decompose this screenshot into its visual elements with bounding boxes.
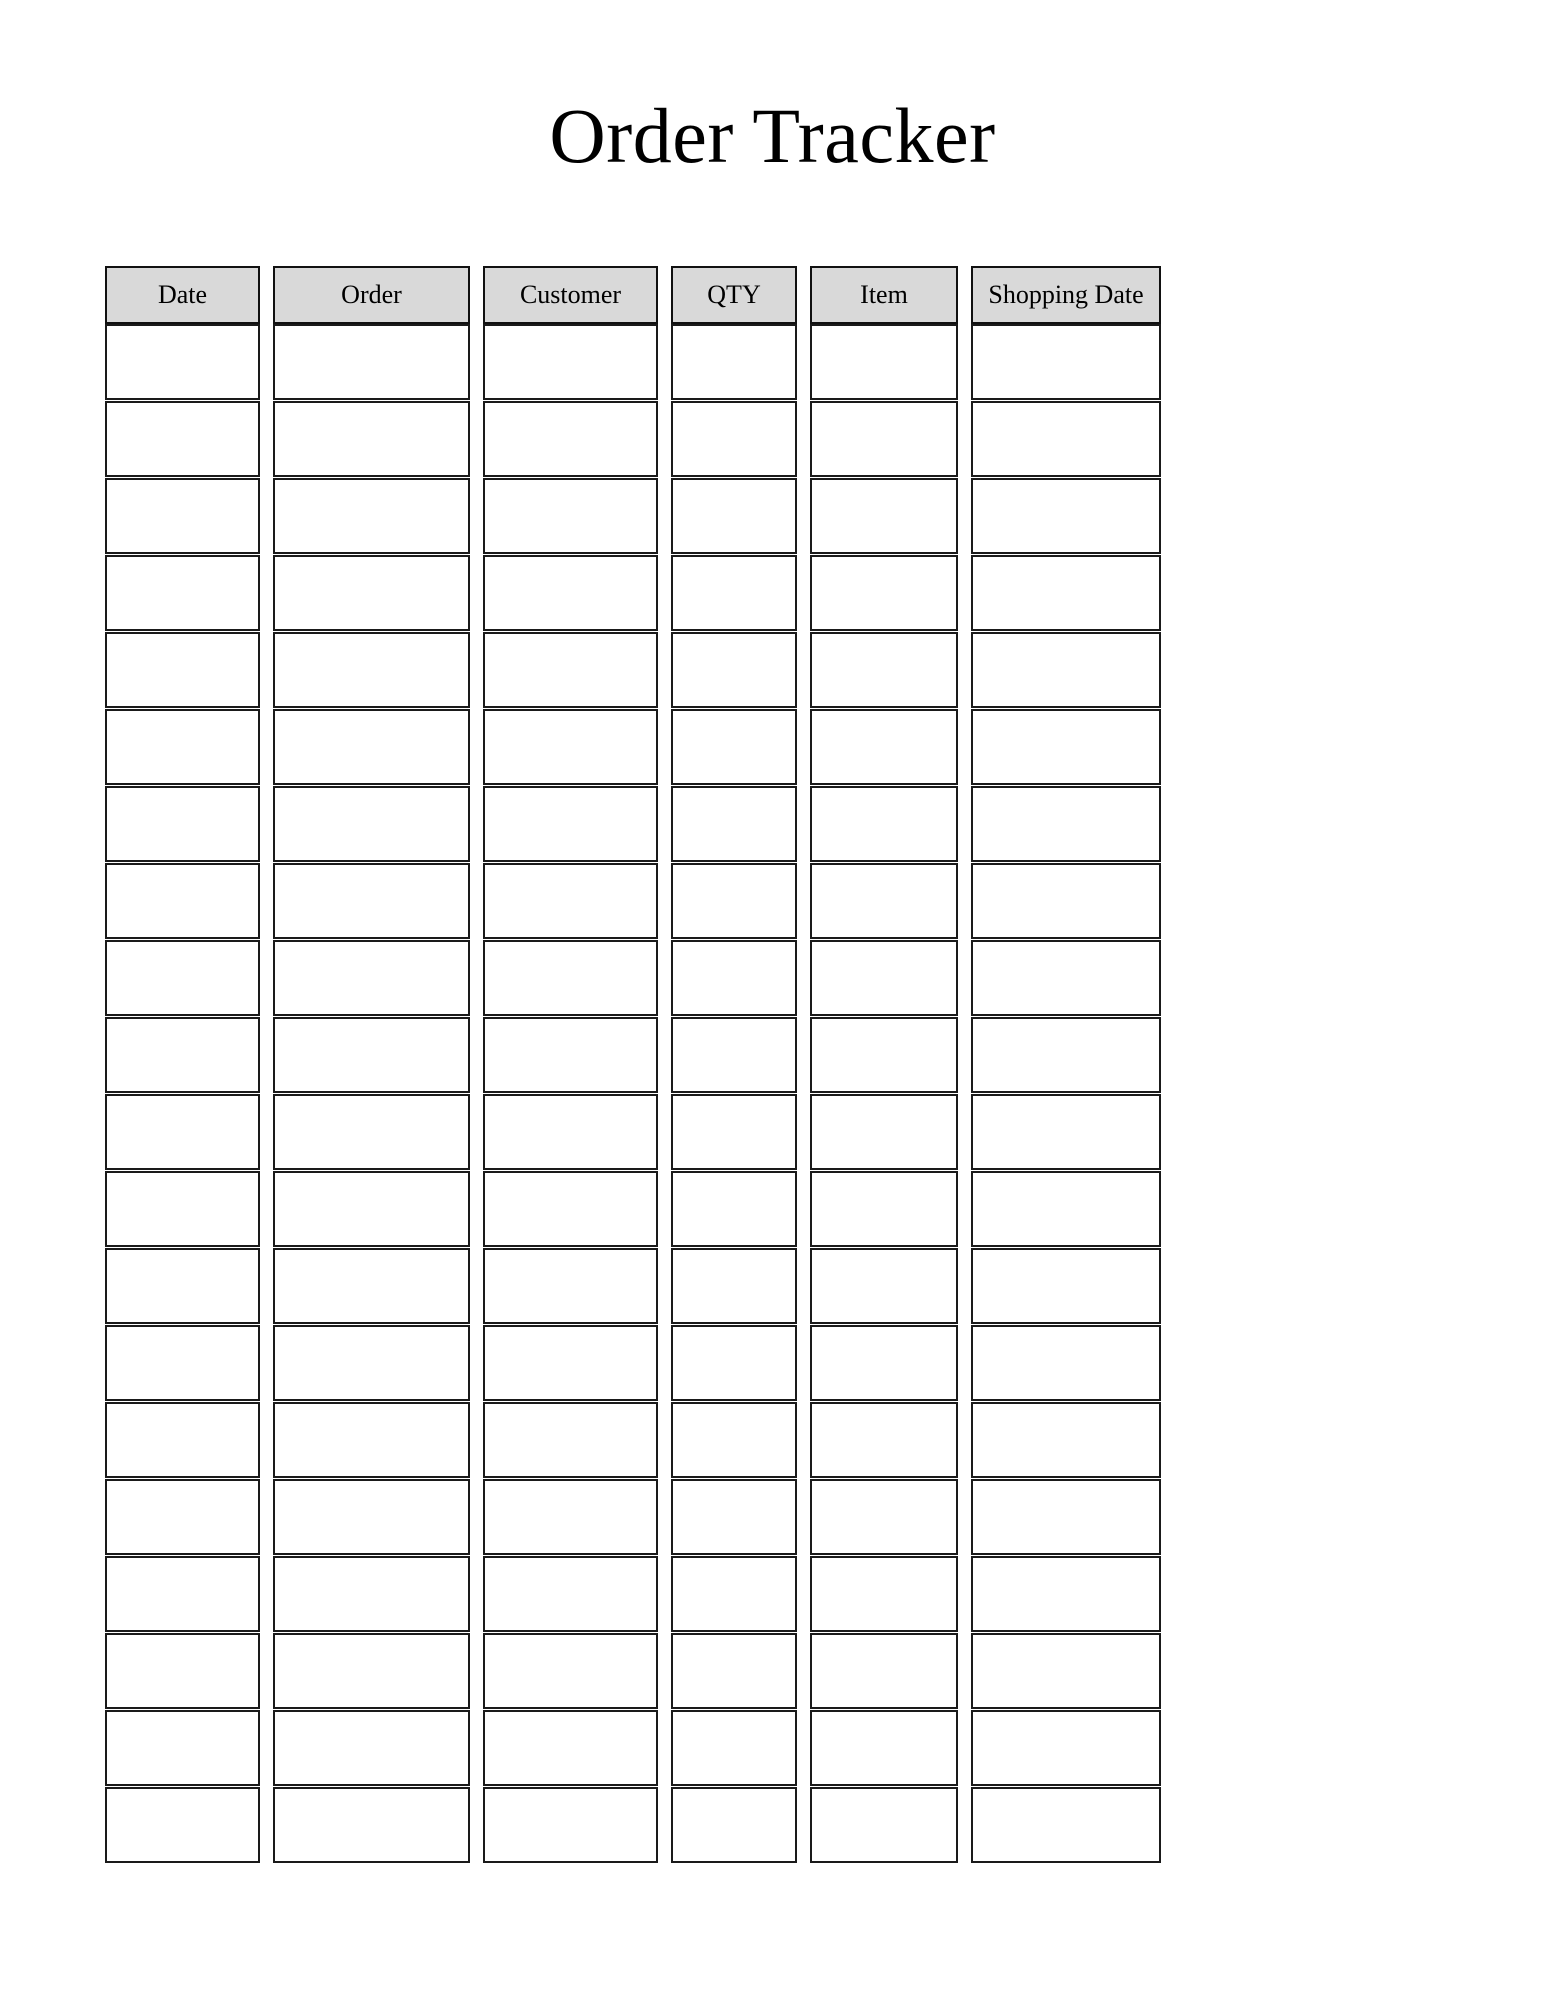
table-cell[interactable]: [273, 1710, 470, 1786]
table-cell[interactable]: [810, 1402, 958, 1478]
table-cell[interactable]: [671, 1633, 797, 1709]
table-cell[interactable]: [971, 940, 1161, 1016]
table-column-customer: [483, 266, 658, 1863]
table-cell[interactable]: [971, 1787, 1161, 1863]
table-cell[interactable]: [105, 1787, 260, 1863]
table-cell[interactable]: [971, 478, 1161, 554]
table-cell[interactable]: [810, 1556, 958, 1632]
table-cell[interactable]: [483, 1479, 658, 1555]
table-cell[interactable]: [105, 1171, 260, 1247]
table-cell[interactable]: [971, 1094, 1161, 1170]
table-cell[interactable]: [105, 324, 260, 400]
table-cell[interactable]: [810, 1787, 958, 1863]
table-cell[interactable]: [971, 1017, 1161, 1093]
table-cell[interactable]: [971, 555, 1161, 631]
table-cell[interactable]: [105, 863, 260, 939]
table-cell[interactable]: [273, 1248, 470, 1324]
table-cell[interactable]: [483, 786, 658, 862]
table-cell[interactable]: [810, 555, 958, 631]
table-cell[interactable]: [483, 1556, 658, 1632]
table-column-shopping_date: [971, 266, 1161, 1863]
table-cell[interactable]: [810, 324, 958, 400]
table-cell[interactable]: [671, 1248, 797, 1324]
table-cell[interactable]: [810, 478, 958, 554]
order-tracker-table: [105, 266, 1441, 1863]
table-cell[interactable]: [273, 940, 470, 1016]
table-cell[interactable]: [810, 709, 958, 785]
table-cell[interactable]: [273, 1633, 470, 1709]
table-cell[interactable]: [273, 1325, 470, 1401]
table-column-date: [105, 266, 260, 1863]
table-column-qty: [671, 266, 797, 1863]
table-cell[interactable]: [273, 1017, 470, 1093]
table-cell[interactable]: [273, 1787, 470, 1863]
table-cell[interactable]: [671, 1325, 797, 1401]
table-cell[interactable]: [273, 478, 470, 554]
table-cell[interactable]: [483, 478, 658, 554]
table-cell[interactable]: [810, 1479, 958, 1555]
table-cell[interactable]: [105, 632, 260, 708]
table-cell[interactable]: [671, 863, 797, 939]
table-column-order: [273, 266, 470, 1863]
table-cell[interactable]: [671, 1171, 797, 1247]
table-cell[interactable]: [273, 709, 470, 785]
table-cell[interactable]: [971, 1633, 1161, 1709]
table-cell[interactable]: [105, 1556, 260, 1632]
table-cell[interactable]: [810, 786, 958, 862]
table-cell[interactable]: [105, 709, 260, 785]
table-cell[interactable]: [483, 324, 658, 400]
table-cell[interactable]: [273, 1402, 470, 1478]
table-cell[interactable]: [483, 1017, 658, 1093]
table-cell[interactable]: [971, 401, 1161, 477]
table-cell[interactable]: [810, 1325, 958, 1401]
table-cell[interactable]: [483, 1787, 658, 1863]
table-cell[interactable]: [105, 786, 260, 862]
table-cell[interactable]: [273, 632, 470, 708]
table-cell[interactable]: [810, 1171, 958, 1247]
table-cell[interactable]: [273, 401, 470, 477]
table-cell[interactable]: [971, 1402, 1161, 1478]
table-column-item: [810, 266, 958, 1863]
table-cell[interactable]: [105, 1094, 260, 1170]
table-cell[interactable]: [671, 324, 797, 400]
table-cell[interactable]: [273, 1171, 470, 1247]
table-cell[interactable]: [971, 1710, 1161, 1786]
table-cell[interactable]: [810, 632, 958, 708]
table-cell[interactable]: [671, 1402, 797, 1478]
table-cell[interactable]: [483, 1325, 658, 1401]
table-cell[interactable]: [971, 1556, 1161, 1632]
table-cell[interactable]: [105, 1402, 260, 1478]
table-cell[interactable]: [671, 1710, 797, 1786]
table-cell[interactable]: [273, 786, 470, 862]
table-cell[interactable]: [105, 940, 260, 1016]
page-title: Order Tracker: [549, 92, 996, 179]
table-cell[interactable]: [671, 632, 797, 708]
table-cell[interactable]: [971, 1171, 1161, 1247]
table-cell[interactable]: [105, 1248, 260, 1324]
table-cell[interactable]: [105, 478, 260, 554]
table-cell[interactable]: [483, 632, 658, 708]
table-cell[interactable]: [483, 1402, 658, 1478]
table-cell[interactable]: [105, 555, 260, 631]
table-cell[interactable]: [105, 1633, 260, 1709]
table-cell[interactable]: [671, 1017, 797, 1093]
table-cell[interactable]: [810, 1094, 958, 1170]
table-cell[interactable]: [971, 1479, 1161, 1555]
table-cell[interactable]: [971, 709, 1161, 785]
table-cell[interactable]: [105, 1479, 260, 1555]
table-cell[interactable]: [273, 863, 470, 939]
table-cell[interactable]: [273, 1479, 470, 1555]
table-cell[interactable]: [483, 555, 658, 631]
table-cell[interactable]: [483, 401, 658, 477]
table-cell[interactable]: [671, 478, 797, 554]
column-header-date[interactable]: Date: [105, 266, 260, 324]
table-cell[interactable]: [671, 709, 797, 785]
table-cell[interactable]: [671, 786, 797, 862]
table-cell[interactable]: [971, 863, 1161, 939]
table-cell[interactable]: [810, 940, 958, 1016]
table-cell[interactable]: [483, 1094, 658, 1170]
table-cell[interactable]: [483, 940, 658, 1016]
column-header-customer[interactable]: Customer: [483, 266, 658, 324]
table-cell[interactable]: [105, 1710, 260, 1786]
table-cell[interactable]: [810, 401, 958, 477]
column-header-order[interactable]: Order: [273, 266, 470, 324]
table-cell[interactable]: [810, 1017, 958, 1093]
table-cell[interactable]: [483, 1710, 658, 1786]
table-cell[interactable]: [273, 324, 470, 400]
table-cell[interactable]: [105, 1325, 260, 1401]
table-cell[interactable]: [105, 1017, 260, 1093]
table-cell[interactable]: [810, 1633, 958, 1709]
table-cell[interactable]: [810, 1248, 958, 1324]
table-cell[interactable]: [483, 863, 658, 939]
table-cell[interactable]: [671, 1556, 797, 1632]
table-cell[interactable]: [671, 555, 797, 631]
table-cell[interactable]: [105, 401, 260, 477]
table-cell[interactable]: [483, 1171, 658, 1247]
table-cell[interactable]: [671, 1479, 797, 1555]
table-cell[interactable]: [971, 632, 1161, 708]
table-cell[interactable]: [971, 1248, 1161, 1324]
table-cell[interactable]: [971, 786, 1161, 862]
table-cell[interactable]: [671, 940, 797, 1016]
table-cell[interactable]: [671, 401, 797, 477]
table-cell[interactable]: [671, 1094, 797, 1170]
column-header-shopping_date[interactable]: Shopping Date: [971, 266, 1161, 324]
table-cell[interactable]: [273, 1094, 470, 1170]
table-cell[interactable]: [273, 555, 470, 631]
table-cell[interactable]: [483, 709, 658, 785]
table-cell[interactable]: [971, 324, 1161, 400]
table-cell[interactable]: [483, 1633, 658, 1709]
table-cell[interactable]: [810, 1710, 958, 1786]
table-cell[interactable]: [971, 1325, 1161, 1401]
table-cell[interactable]: [810, 863, 958, 939]
table-cell[interactable]: [273, 1556, 470, 1632]
table-cell[interactable]: [483, 1248, 658, 1324]
column-header-qty[interactable]: QTY: [671, 266, 797, 324]
column-header-item[interactable]: Item: [810, 266, 958, 324]
table-cell[interactable]: [671, 1787, 797, 1863]
